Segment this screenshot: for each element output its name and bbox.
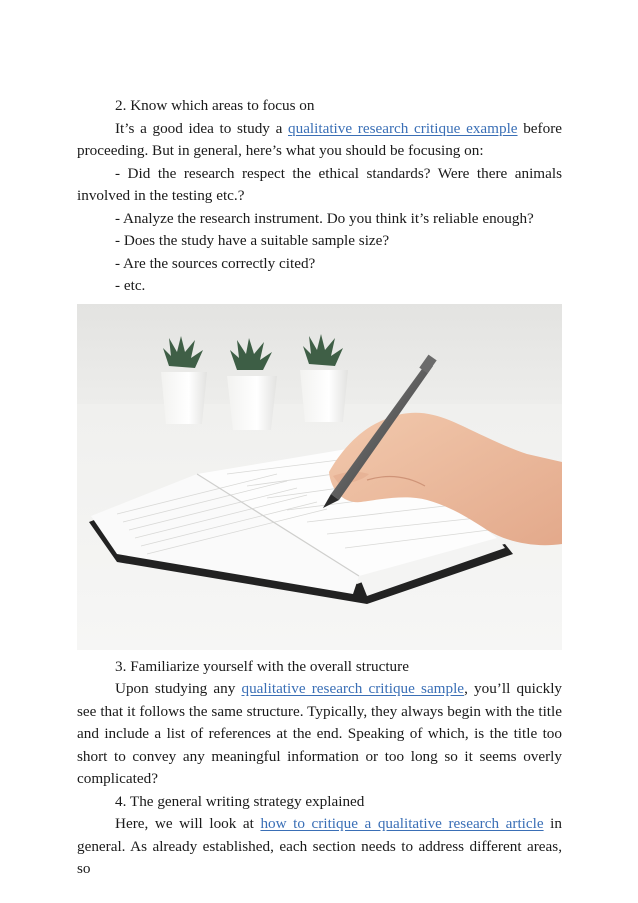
section-4-body-after: in general. As already established, each section needs to address different areas, so [77, 815, 562, 877]
how-to-critique-qualitative-research-article-link[interactable]: how to critique a qualitative research article [260, 815, 544, 832]
section-4-body-before: Here, we will look at [115, 815, 261, 832]
section-2-intro-before: It’s a good idea to study a [115, 119, 288, 137]
section-3-heading: 3. Familiarize yourself with the overall structure [115, 657, 409, 675]
focus-bullet-4: - Are the sources correctly cited? [115, 254, 316, 272]
section-3-body-before: Upon studying any [115, 680, 242, 697]
section-2-intro [77, 118, 562, 163]
section-2-intro-after: before proceeding. But in general, here’s what you should be focusing on: [77, 119, 562, 159]
focus-bullet-1: - Did the research respect the ethical standards? Were there animals involved in the testing etc.? [77, 164, 562, 204]
section-4-body [77, 813, 562, 881]
section-3-body-after: , you’ll quickly see that it follows the same structure. Typically, they always begin with the title and include a list of references at the end. Speaking of which, is the title too short to convey any meaningful information or too long so it seems overly complicated? [77, 680, 563, 787]
notebook-writing-photo [77, 304, 562, 650]
focus-bullet-3: - Does the study have a suitable sample size? [115, 232, 390, 249]
qualitative-research-critique-sample-link[interactable]: qualitative research critique sample [241, 680, 465, 697]
document-page [77, 95, 562, 881]
qualitative-research-critique-example-link[interactable]: qualitative research critique example [288, 119, 518, 137]
section-2-heading: 2. Know which areas to focus on [115, 97, 315, 114]
focus-bullet-2: - Analyze the research instrument. Do you think it’s reliable enough? [115, 209, 534, 227]
focus-bullet-5: - etc. [115, 277, 146, 294]
section-4-heading: 4. The general writing strategy explained [115, 792, 365, 810]
section-3-body [77, 678, 562, 791]
